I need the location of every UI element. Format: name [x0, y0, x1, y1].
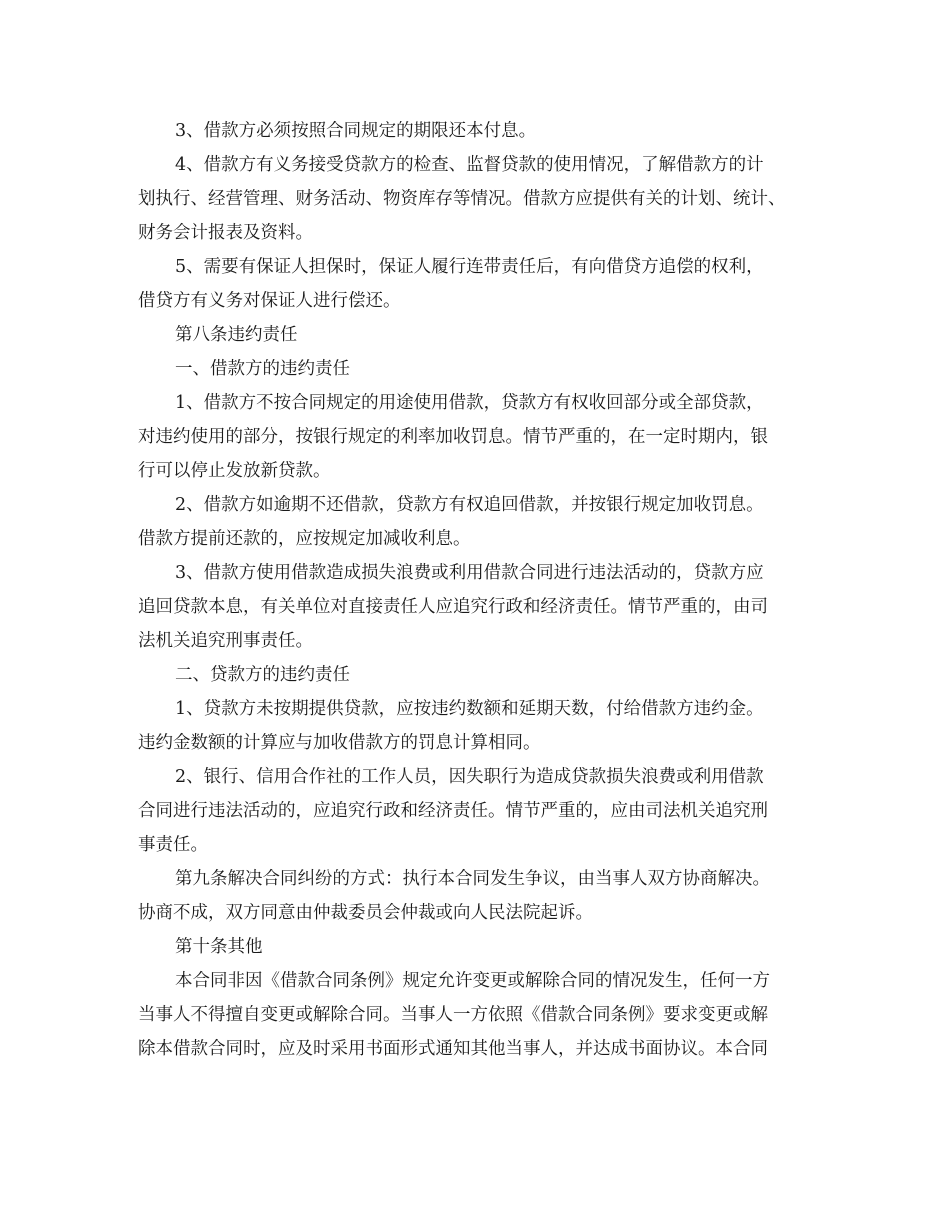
document-body [138, 114, 828, 1066]
text-line: 借贷方有义务对保证人进行偿还。 [138, 291, 401, 311]
text-line: 财务会计报表及资料。 [138, 223, 313, 243]
text-line: 2、借款方如逾期不还借款，贷款方有权追回借款，并按银行规定加收罚息。 [175, 495, 764, 515]
subsection-heading: 一、借款方的违约责任 [175, 359, 350, 379]
text-line: 借款方提前还款的，应按规定加减收利息。 [138, 529, 471, 549]
text-line: 追回贷款本息，有关单位对直接责任人应追究行政和经济责任。情节严重的，由司 [138, 597, 768, 617]
text-line: 2、银行、信用合作社的工作人员，因失职行为造成贷款损失浪费或利用借款 [175, 767, 764, 787]
text-line: 合同进行违法活动的，应追究行政和经济责任。情节严重的，应由司法机关追究刑 [138, 801, 768, 821]
section-heading: 第八条违约责任 [175, 325, 298, 345]
text-line: 4、借款方有义务接受贷款方的检查、监督贷款的使用情况，了解借款方的计 [175, 155, 764, 175]
text-line: 划执行、经营管理、财务活动、物资库存等情况。借款方应提供有关的计划、统计、 [138, 189, 786, 209]
section-heading: 第十条其他 [175, 937, 263, 957]
text-line: 事责任。 [138, 835, 208, 855]
text-line: 协商不成，双方同意由仲裁委员会仲裁或向人民法院起诉。 [138, 903, 593, 923]
text-line: 3、借款方必须按照合同规定的期限还本付息。 [175, 121, 537, 141]
text-line: 5、需要有保证人担保时，保证人履行连带责任后，有向借贷方追偿的权利， [175, 257, 764, 277]
text-line: 违约金数额的计算应与加收借款方的罚息计算相同。 [138, 733, 541, 753]
text-line: 1、贷款方未按期提供贷款，应按违约数额和延期天数，付给借款方违约金。 [175, 699, 764, 719]
text-line: 1、借款方不按合同规定的用途使用借款，贷款方有权收回部分或全部贷款， [175, 393, 764, 413]
text-line: 当事人不得擅自变更或解除合同。当事人一方依照《借款合同条例》要求变更或解 [138, 1005, 768, 1025]
text-line: 行可以停止发放新贷款。 [138, 461, 331, 481]
text-line: 除本借款合同时，应及时采用书面形式通知其他当事人，并达成书面协议。本合同 [138, 1039, 768, 1059]
text-line: 本合同非因《借款合同条例》规定允许变更或解除合同的情况发生，任何一方 [175, 971, 770, 991]
text-line: 法机关追究刑事责任。 [138, 631, 313, 651]
text-line: 第九条解决合同纠纷的方式：执行本合同发生争议，由当事人双方协商解决。 [175, 869, 770, 889]
text-line: 3、借款方使用借款造成损失浪费或利用借款合同进行违法活动的，贷款方应 [175, 563, 764, 583]
subsection-heading: 二、贷款方的违约责任 [175, 665, 350, 685]
text-line: 对违约使用的部分，按银行规定的利率加收罚息。情节严重的，在一定时期内，银 [138, 427, 768, 447]
